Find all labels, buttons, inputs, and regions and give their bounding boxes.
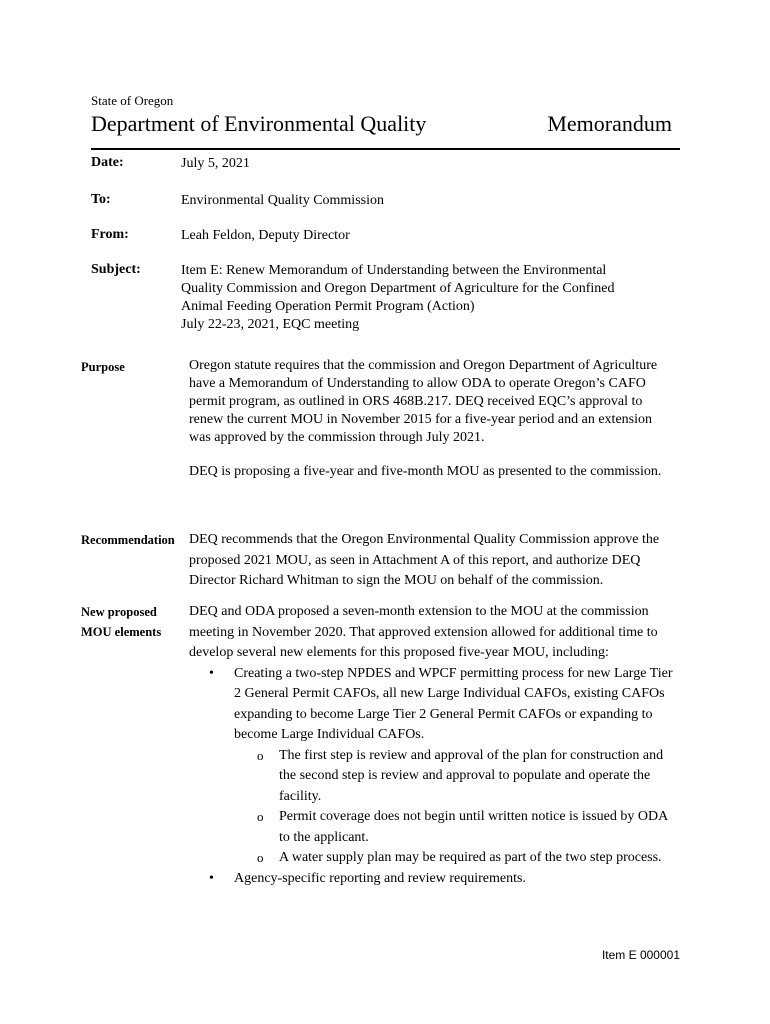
- date-label: Date:: [91, 155, 124, 170]
- header-rule: [91, 148, 680, 150]
- new-elements-label-line: New proposed: [81, 605, 157, 619]
- list-item: • Agency-specific reporting and review requirements.: [189, 869, 675, 890]
- sub-list-item: o A water supply plan may be required as part of the two step process.: [234, 848, 675, 869]
- new-elements-intro: DEQ and ODA proposed a seven-month extension to the MOU at the commission meeting in November 2020. That approved extension allowed for additional time to develop several new elements for this proposed five-year MOU, including:: [189, 604, 658, 660]
- bullet-text: Creating a two-step NPDES and WPCF permitting process for new Large Tier 2 General Permit CAFOs, all new Large Individual CAFOs, existing CAFOs expanding to become Large Tier 2 General Permit CAFOs or expanding to become Large Individual CAFOs.: [234, 665, 673, 742]
- recommendation-body: DEQ recommends that the Oregon Environmental Quality Commission approve the proposed 2021 MOU, as seen in Attachment A of this report, and authorize DEQ Director Richard Whitman to sign the MOU on behalf of the commission.: [189, 532, 660, 588]
- purpose-paragraph: Oregon statute requires that the commission and Oregon Department of Agriculture have a Memorandum of Understanding to allow ODA to operate Oregon’s CAFO permit program, as outlined in ORS 468B.217. DEQ received EQC’s approval to renew the current MOU in November 2015 for a five-year period and an extension was approved by the commission through July 2021.: [189, 358, 658, 445]
- new-elements-label-line: MOU elements: [81, 625, 162, 639]
- footer-item-number: Item E 000001: [601, 948, 680, 962]
- sub-list-item: o Permit coverage does not begin until written notice is issued by ODA to the applicant.: [234, 807, 675, 848]
- subject-label: Subject:: [91, 262, 141, 277]
- purpose-label: Purpose: [81, 360, 125, 374]
- new-elements-body: [189, 602, 675, 889]
- subject-line: Animal Feeding Operation Permit Program (Action): [181, 299, 475, 314]
- to-label: To:: [91, 192, 111, 207]
- sub-list-item: o The first step is review and approval of the plan for construction and the second step is review and approval to populate and operate the facility.: [234, 746, 675, 808]
- recommendation-label: Recommendation: [81, 533, 175, 547]
- document-type: Memorandum: [547, 111, 672, 136]
- date-value: July 5, 2021: [181, 156, 250, 171]
- new-elements-label: [81, 602, 185, 642]
- from-label: From:: [91, 227, 129, 242]
- purpose-body: [189, 357, 675, 497]
- purpose-paragraph: DEQ is proposing a five-year and five-month MOU as presented to the commission.: [189, 464, 662, 479]
- subject-line: Quality Commission and Oregon Department of Agriculture for the Confined: [181, 281, 615, 296]
- list-item: [189, 664, 675, 869]
- from-value: Leah Feldon, Deputy Director: [181, 228, 350, 243]
- department-title: Department of Environmental Quality: [91, 111, 427, 136]
- state-label: State of Oregon: [91, 93, 174, 108]
- subject-value: [181, 262, 671, 334]
- subject-line: July 22-23, 2021, EQC meeting: [181, 317, 360, 332]
- to-value: Environmental Quality Commission: [181, 193, 384, 208]
- subject-line: Item E: Renew Memorandum of Understanding between the Environmental: [181, 263, 607, 278]
- sub-bullet-list: [234, 746, 675, 869]
- bullet-list: [189, 664, 675, 890]
